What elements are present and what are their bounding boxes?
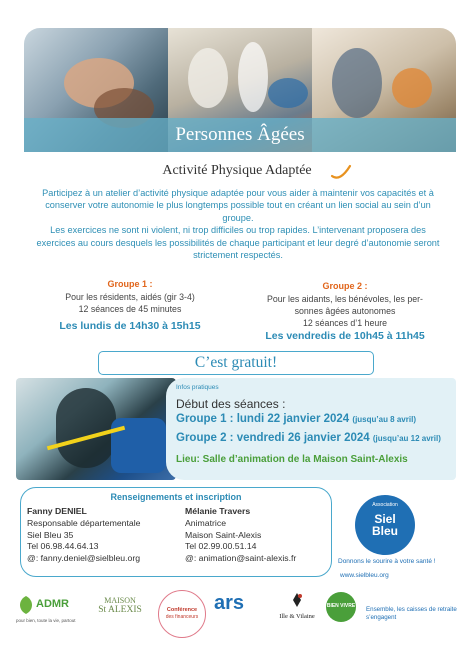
siel-bleu-logo	[355, 495, 415, 555]
title-banner	[24, 118, 456, 152]
hero-banner	[24, 28, 456, 152]
contact-title: Renseignements et inscription	[110, 492, 242, 502]
maison-line-2: St ALEXIS	[98, 605, 142, 615]
ars-logo	[214, 592, 244, 615]
conference-financeurs-logo	[158, 590, 206, 638]
contact-role: Animatrice	[185, 517, 227, 528]
intro-paragraph-2: Les exercices ne sont ni violent, ni trop difficiles ou trop rapides. L’intervenant proposera des exercices au cours desquels les possibilités de chaque participant et leur degré d’autonomie seront strictement respectés.	[36, 225, 440, 261]
info-label: Infos pratiques	[176, 384, 219, 391]
admr-name: ADMR	[36, 598, 69, 610]
group-1-start	[176, 413, 416, 425]
siel-bleu-name-line: Siel	[374, 512, 396, 526]
admr-tagline: pour bien, toute la vie, partout	[16, 618, 76, 623]
conference-line-2: des financeurs	[165, 614, 199, 620]
start-label: Début des séances :	[176, 397, 286, 411]
group-2-start-date: Groupe 2 : vendredi 26 janvier 2024	[176, 432, 370, 444]
group-1-end-note: (jusqu’au 8 avril)	[352, 415, 416, 424]
contact-person-1	[27, 506, 141, 565]
intro-paragraph-1: Participez à un atelier d’activité physique adaptée pour vous aider à maintenir vos capacités et à conserver votre autonomie le plus longtemps possible tout en créant un lien social au sein d’un groupe.	[42, 188, 434, 223]
bien-vivre-logo	[326, 592, 356, 622]
maison-line-1: MAISON	[104, 596, 136, 605]
activity-subtitle: Activité Physique Adaptée	[162, 163, 312, 178]
exercise-band-photo	[16, 378, 176, 480]
admr-logo	[16, 594, 76, 623]
contact-email[interactable]: @: fanny.deniel@sielbleu.org	[27, 553, 141, 564]
siel-bleu-url[interactable]: www.sielbleu.org	[340, 572, 389, 579]
contact-email[interactable]: @: animation@saint-alexis.fr	[185, 553, 297, 564]
ars-name: ars	[214, 592, 245, 614]
group-2-schedule: Les vendredis de 10h45 à 11h45	[265, 330, 425, 342]
siel-bleu-name-line: Bleu	[371, 524, 398, 538]
group-2-start	[176, 432, 441, 444]
group-1-schedule: Les lundis de 14h30 à 15h15	[59, 320, 201, 332]
ille-vilaine-name: Ille & Vilaine	[279, 613, 315, 620]
group-1-start-date: Groupe 1 : lundi 22 janvier 2024	[176, 413, 350, 425]
group-2-line: sonnes âgées autonomes	[294, 306, 396, 316]
group-1-block	[30, 278, 230, 332]
siel-bleu-assoc: Association	[372, 502, 398, 508]
practical-info-panel	[166, 378, 456, 480]
conference-line-1: Conférence	[166, 607, 198, 613]
contact-name: Fanny DENIEL	[27, 506, 87, 516]
group-2-line: Pour les aidants, les bénévoles, les per-	[267, 294, 423, 304]
group-2-end-note: (jusqu’au 12 avril)	[372, 434, 441, 443]
group-1-line: 12 séances de 45 minutes	[78, 304, 182, 314]
caisses-retraite-tagline: Ensemble, les caisses de retraite s’engagent	[366, 606, 457, 621]
ille-vilaine-logo	[272, 592, 322, 620]
siel-bleu-name	[355, 513, 415, 537]
contact-box	[20, 487, 332, 577]
siel-bleu-tagline: Donnons le sourire à votre santé !	[338, 558, 436, 565]
group-2-title: Groupe 2 :	[322, 281, 368, 291]
free-banner: C’est gratuit!	[98, 351, 374, 375]
leaf-icon	[16, 594, 36, 616]
contact-name: Mélanie Travers	[185, 506, 251, 516]
maison-st-alexis-logo	[94, 596, 146, 615]
bien-vivre-name: BIEN VIVRE	[326, 603, 356, 609]
location: Lieu: Salle d’animation de la Maison Saint-Alexis	[176, 454, 408, 465]
intro-text	[36, 187, 440, 261]
group-2-block	[240, 280, 450, 342]
page-title: Personnes Âgées	[175, 124, 305, 145]
swoosh-icon	[330, 164, 352, 182]
group-1-line: Pour les résidents, aidés (gir 3-4)	[65, 292, 195, 302]
contact-role: Responsable départementale	[27, 517, 141, 528]
contact-phone: Tel 02.99.00.51.14	[185, 541, 257, 552]
ermine-icon	[290, 592, 304, 608]
contact-person-2	[185, 506, 296, 565]
contact-org: Maison Saint-Alexis	[185, 529, 262, 540]
contact-phone: Tel 06.98.44.64.13	[27, 541, 99, 552]
group-2-line: 12 séances d’1 heure	[302, 318, 388, 328]
group-1-title: Groupe 1 :	[107, 279, 153, 289]
contact-org: Siel Bleu 35	[27, 529, 74, 540]
